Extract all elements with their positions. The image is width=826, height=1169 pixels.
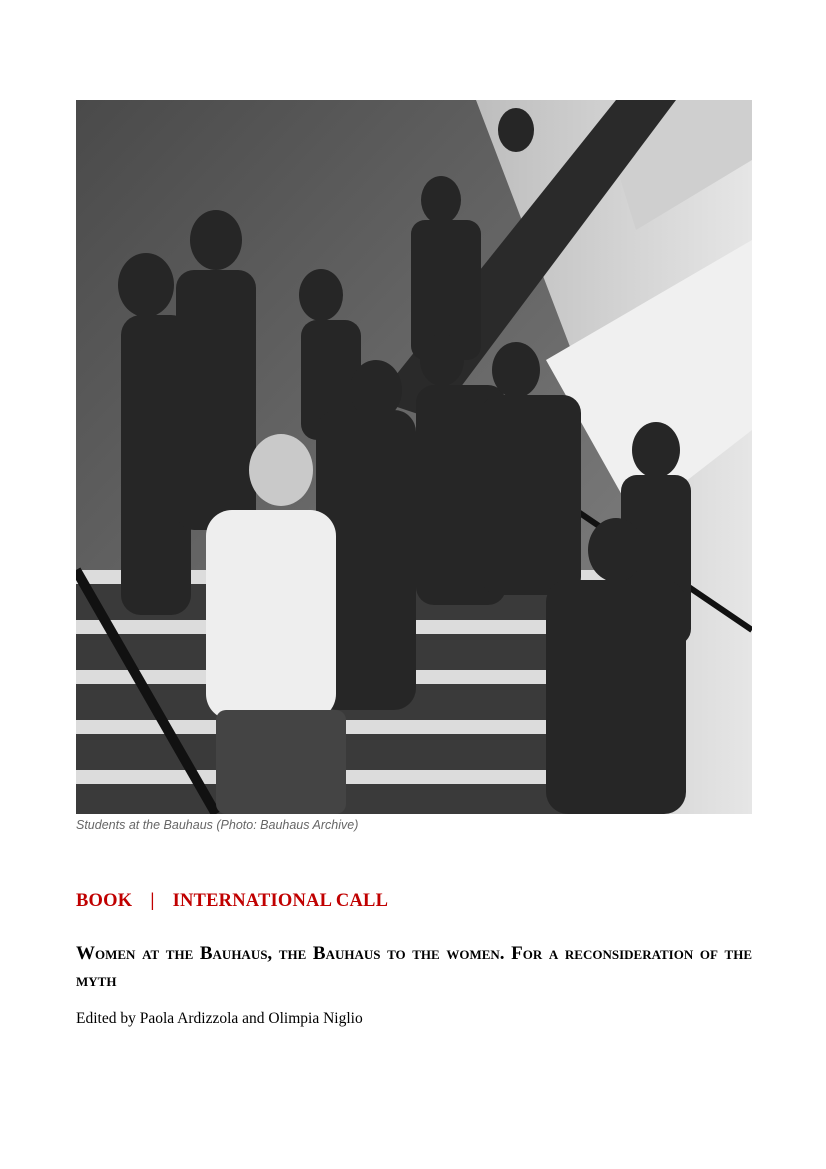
section-kicker — [76, 891, 388, 912]
photo-caption: Students at the Bauhaus (Photo: Bauhaus Archive) — [76, 818, 359, 832]
kicker-category: BOOK — [76, 891, 133, 911]
book-title: Women at the Bauhaus, the Bauhaus to the women. For a reconsideration of the myth — [76, 943, 752, 991]
kicker-label: INTERNATIONAL CALL — [172, 891, 389, 911]
bauhaus-students-photo — [76, 100, 752, 814]
kicker-separator: | — [150, 891, 155, 911]
editors-line: Edited by Paola Ardizzola and Olimpia Niglio — [76, 1010, 363, 1027]
